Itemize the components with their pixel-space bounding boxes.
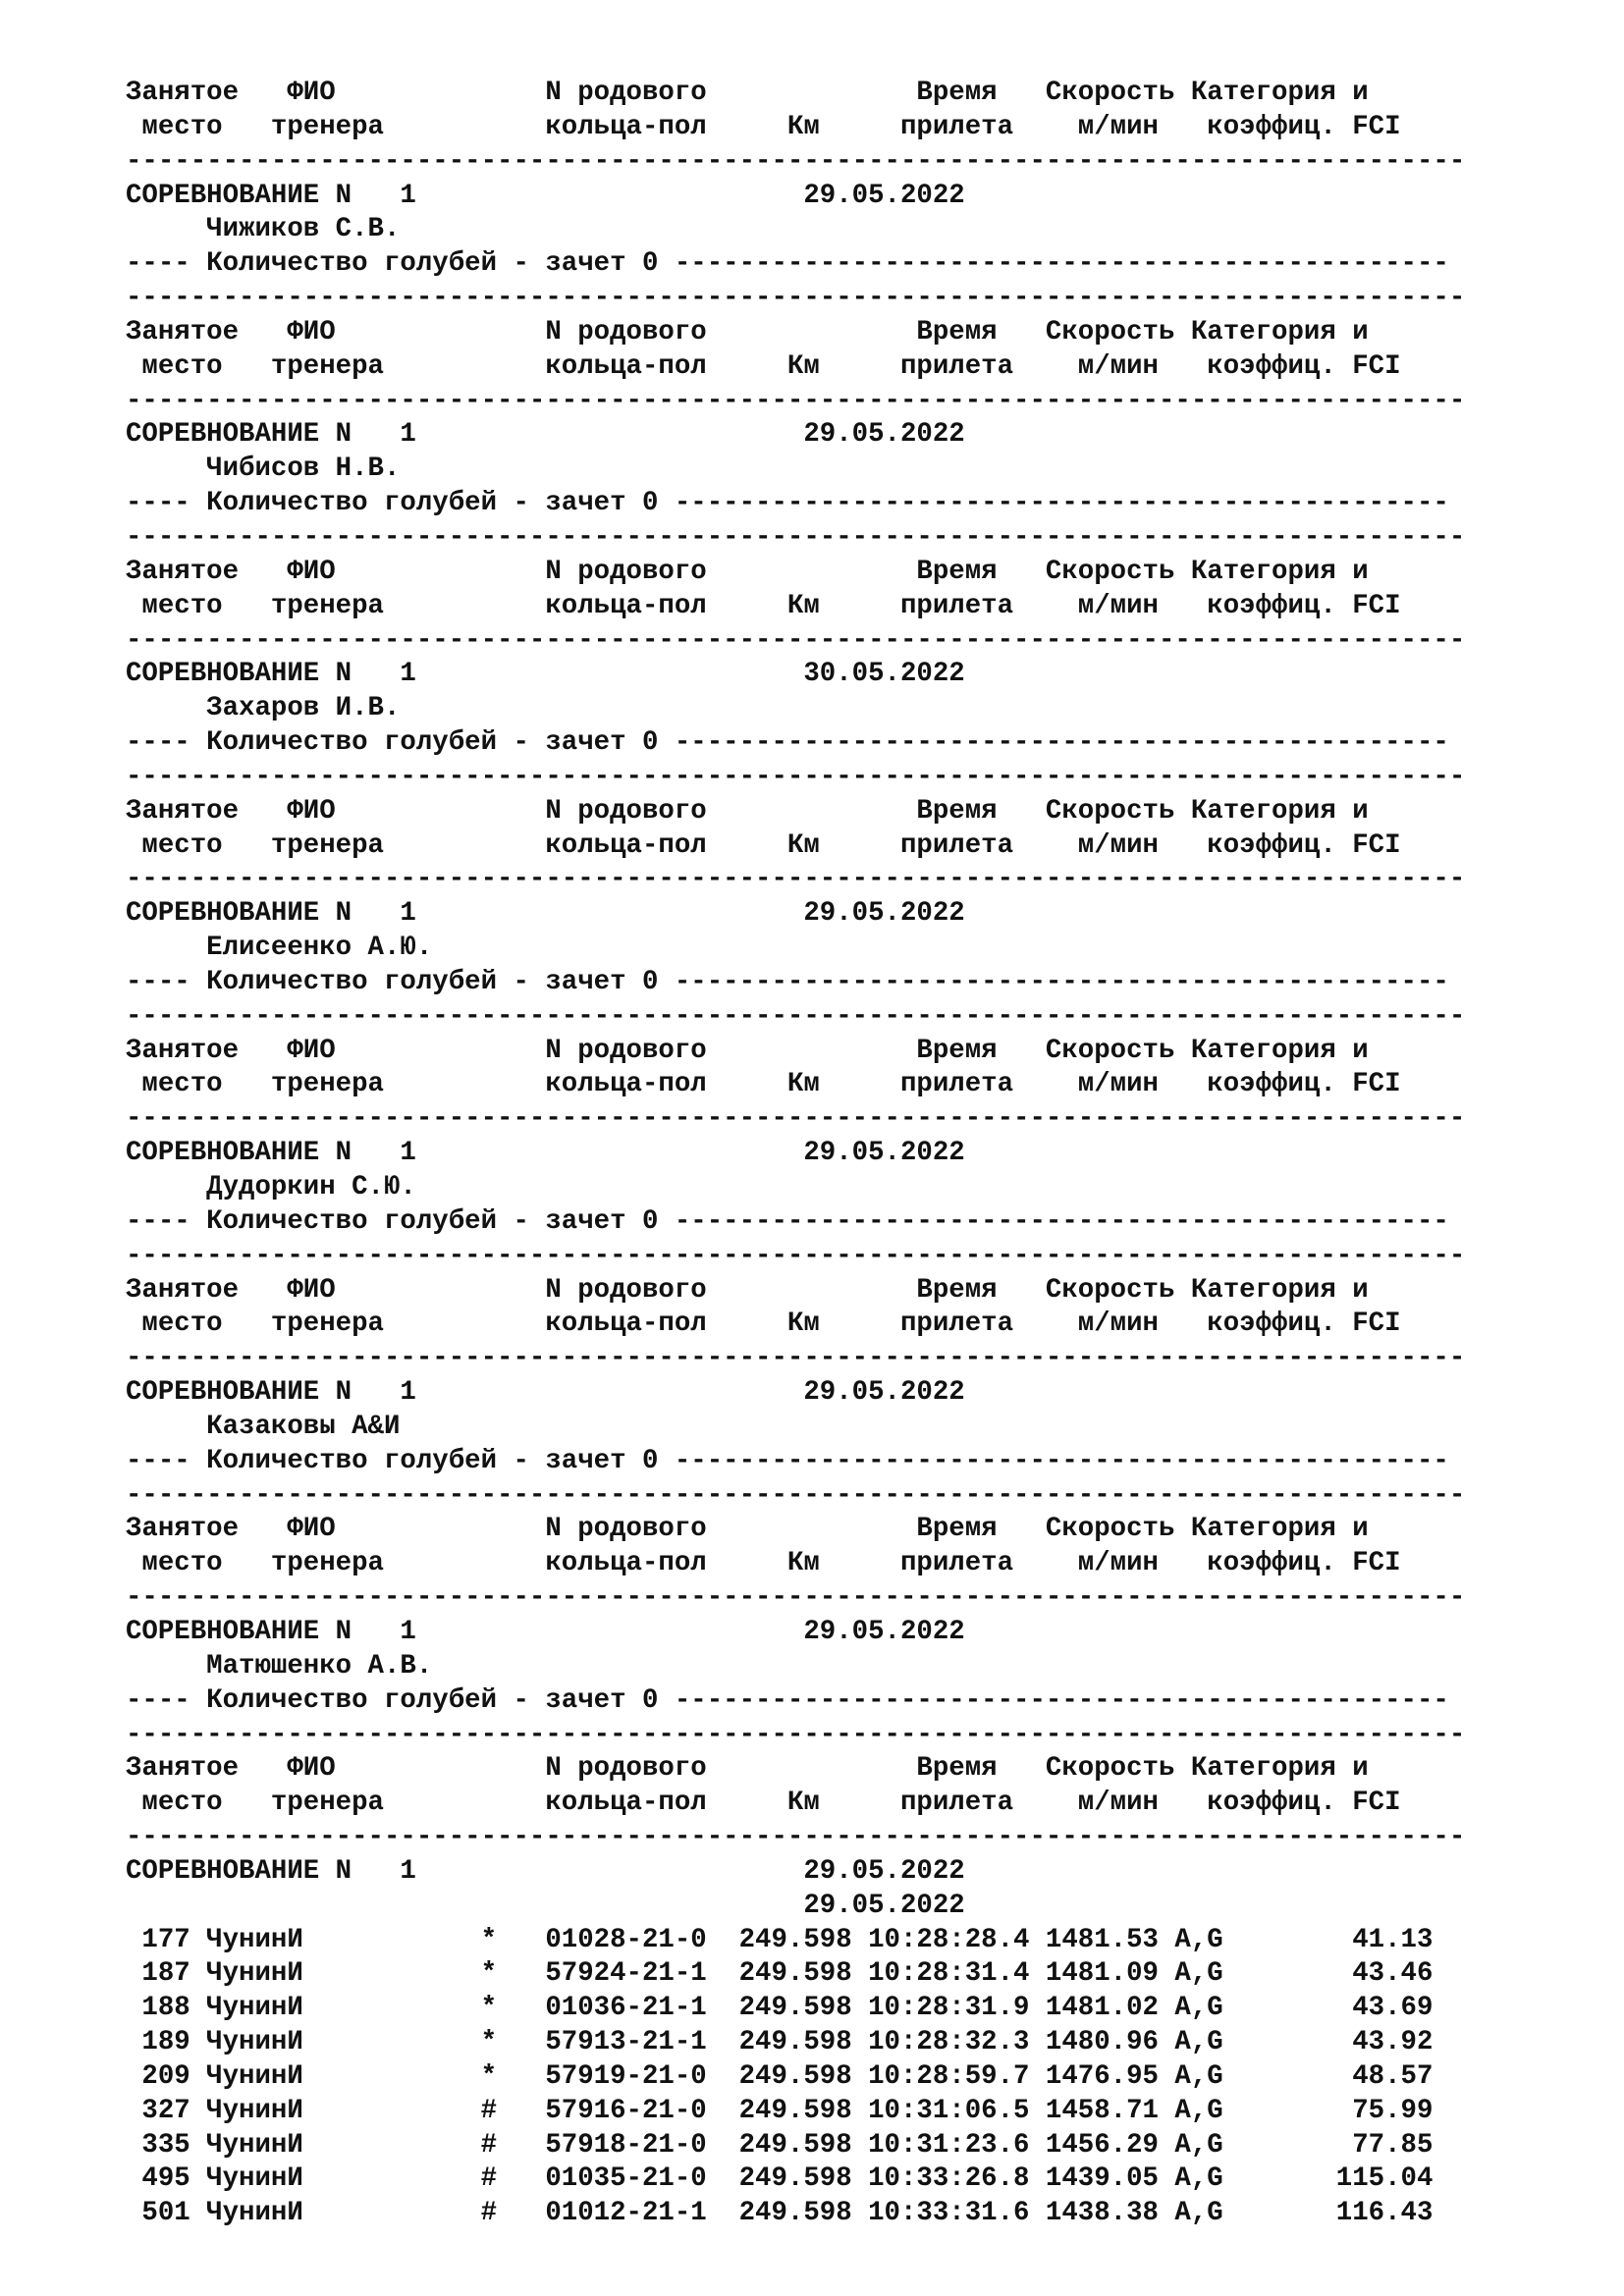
separator-line: -----------------------------------------------------------------------------------	[126, 624, 1466, 656]
competition-title: СОРЕВНОВАНИЕ N 1 29.05.2022	[126, 1855, 965, 1887]
competition-title: СОРЕВНОВАНИЕ N 1 29.05.2022	[126, 1138, 965, 1169]
trainer-name: Чибисов Н.В.	[126, 454, 401, 485]
column-header: место тренера кольца-пол Км прилета м/мин коэффиц. FCI	[126, 1308, 1401, 1340]
separator-line: -----------------------------------------------------------------------------------	[126, 1479, 1466, 1511]
column-header: Занятое ФИО N родового Время Скорость Категория и	[126, 1035, 1369, 1066]
separator-line: -----------------------------------------------------------------------------------	[126, 1240, 1466, 1271]
pigeon-count-line: ---- Количество голубей - зачет 0 ------------------------------------------------	[126, 488, 1449, 519]
column-header: Занятое ФИО N родового Время Скорость Категория и	[126, 1514, 1369, 1545]
result-row: 189 ЧунинИ * 57913-21-1 249.598 10:28:32.3 1480.96 A,G 43.92	[126, 2027, 1434, 2058]
competition-title: СОРЕВНОВАНИЕ N 1 30.05.2022	[126, 659, 965, 690]
pigeon-count-line: ---- Количество голубей - зачет 0 ------------------------------------------------	[126, 1684, 1449, 1716]
result-row: 209 ЧунинИ * 57919-21-0 249.598 10:28:59.7 1476.95 A,G 48.57	[126, 2060, 1434, 2092]
separator-line: -----------------------------------------------------------------------------------	[126, 1822, 1466, 1853]
trainer-name: Дудоркин С.Ю.	[126, 1172, 416, 1202]
column-header: Занятое ФИО N родового Время Скорость Категория и	[126, 795, 1369, 827]
result-row: 501 ЧунинИ # 01012-21-1 249.598 10:33:31.6 1438.38 A,G 116.43	[126, 2198, 1434, 2229]
trainer-name: Захаров И.В.	[126, 693, 401, 724]
result-row: 495 ЧунинИ # 01035-21-0 249.598 10:33:26.8 1439.05 A,G 115.04	[126, 2163, 1434, 2195]
competition-title: СОРЕВНОВАНИЕ N 1 29.05.2022	[126, 419, 965, 451]
separator-line: -----------------------------------------------------------------------------------	[126, 521, 1466, 553]
trainer-name: Чижиков С.В.	[126, 214, 401, 245]
separator-line: -----------------------------------------------------------------------------------	[126, 283, 1466, 314]
trainer-name: Казаковы А&И	[126, 1411, 401, 1442]
pigeon-count-line: ---- Количество голубей - зачет 0 ------------------------------------------------	[126, 1205, 1449, 1237]
column-header: место тренера кольца-пол Км прилета м/мин коэффиц. FCI	[126, 590, 1401, 621]
column-header: место тренера кольца-пол Км прилета м/мин коэффиц. FCI	[126, 350, 1401, 382]
column-header: место тренера кольца-пол Км прилета м/мин коэффиц. FCI	[126, 1069, 1401, 1100]
competition-date: 29.05.2022	[126, 1890, 965, 1921]
competition-title: СОРЕВНОВАНИЕ N 1 29.05.2022	[126, 898, 965, 930]
competition-title: СОРЕВНОВАНИЕ N 1 29.05.2022	[126, 1616, 965, 1647]
column-header: Занятое ФИО N родового Время Скорость Категория и	[126, 1274, 1369, 1306]
trainer-name: Елисеенко А.Ю.	[126, 933, 433, 964]
result-row: 335 ЧунинИ # 57918-21-0 249.598 10:31:23.6 1456.29 A,G 77.85	[126, 2129, 1434, 2161]
column-header: место тренера кольца-пол Км прилета м/мин коэффиц. FCI	[126, 1788, 1401, 1819]
competition-title: СОРЕВНОВАНИЕ N 1 29.05.2022	[126, 1377, 965, 1409]
separator-line: -----------------------------------------------------------------------------------	[126, 1103, 1466, 1135]
column-header: место тренера кольца-пол Км прилета м/мин коэффиц. FCI	[126, 1548, 1401, 1579]
result-row: 187 ЧунинИ * 57924-21-1 249.598 10:28:31.4 1481.09 A,G 43.46	[126, 1958, 1434, 1990]
column-header: место тренера кольца-пол Км прилета м/мин коэффиц. FCI	[126, 829, 1401, 861]
separator-line: -----------------------------------------------------------------------------------	[126, 1719, 1466, 1750]
pigeon-count-line: ---- Количество голубей - зачет 0 ------------------------------------------------	[126, 248, 1449, 280]
pigeon-count-line: ---- Количество голубей - зачет 0 ------------------------------------------------	[126, 966, 1449, 997]
column-header: Занятое ФИО N родового Время Скорость Категория и	[126, 1753, 1369, 1785]
separator-line: -----------------------------------------------------------------------------------	[126, 1000, 1466, 1032]
separator-line: -----------------------------------------------------------------------------------	[126, 864, 1466, 895]
pigeon-count-line: ---- Количество голубей - зачет 0 ------------------------------------------------	[126, 727, 1449, 759]
trainer-name: Матюшенко А.В.	[126, 1650, 433, 1682]
separator-line: -----------------------------------------------------------------------------------	[126, 145, 1466, 177]
result-row: 327 ЧунинИ # 57916-21-0 249.598 10:31:06.5 1458.71 A,G 75.99	[126, 2095, 1434, 2126]
pigeon-count-line: ---- Количество голубей - зачет 0 ------------------------------------------------	[126, 1445, 1449, 1476]
results-document	[126, 77, 1465, 2231]
column-header: Занятое ФИО N родового Время Скорость Категория и	[126, 556, 1369, 587]
competition-title: СОРЕВНОВАНИЕ N 1 29.05.2022	[126, 180, 965, 211]
separator-line: -----------------------------------------------------------------------------------	[126, 761, 1466, 792]
column-header: место тренера кольца-пол Км прилета м/мин коэффиц. FCI	[126, 111, 1401, 142]
separator-line: -----------------------------------------------------------------------------------	[126, 385, 1466, 416]
separator-line: -----------------------------------------------------------------------------------	[126, 1343, 1466, 1374]
column-header: Занятое ФИО N родового Время Скорость Категория и	[126, 78, 1369, 108]
result-row: 177 ЧунинИ * 01028-21-0 249.598 10:28:28.4 1481.53 A,G 41.13	[126, 1924, 1434, 1955]
column-header: Занятое ФИО N родового Время Скорость Категория и	[126, 316, 1369, 347]
separator-line: -----------------------------------------------------------------------------------	[126, 1582, 1466, 1614]
result-row: 188 ЧунинИ * 01036-21-1 249.598 10:28:31.9 1481.02 A,G 43.69	[126, 1993, 1434, 2024]
